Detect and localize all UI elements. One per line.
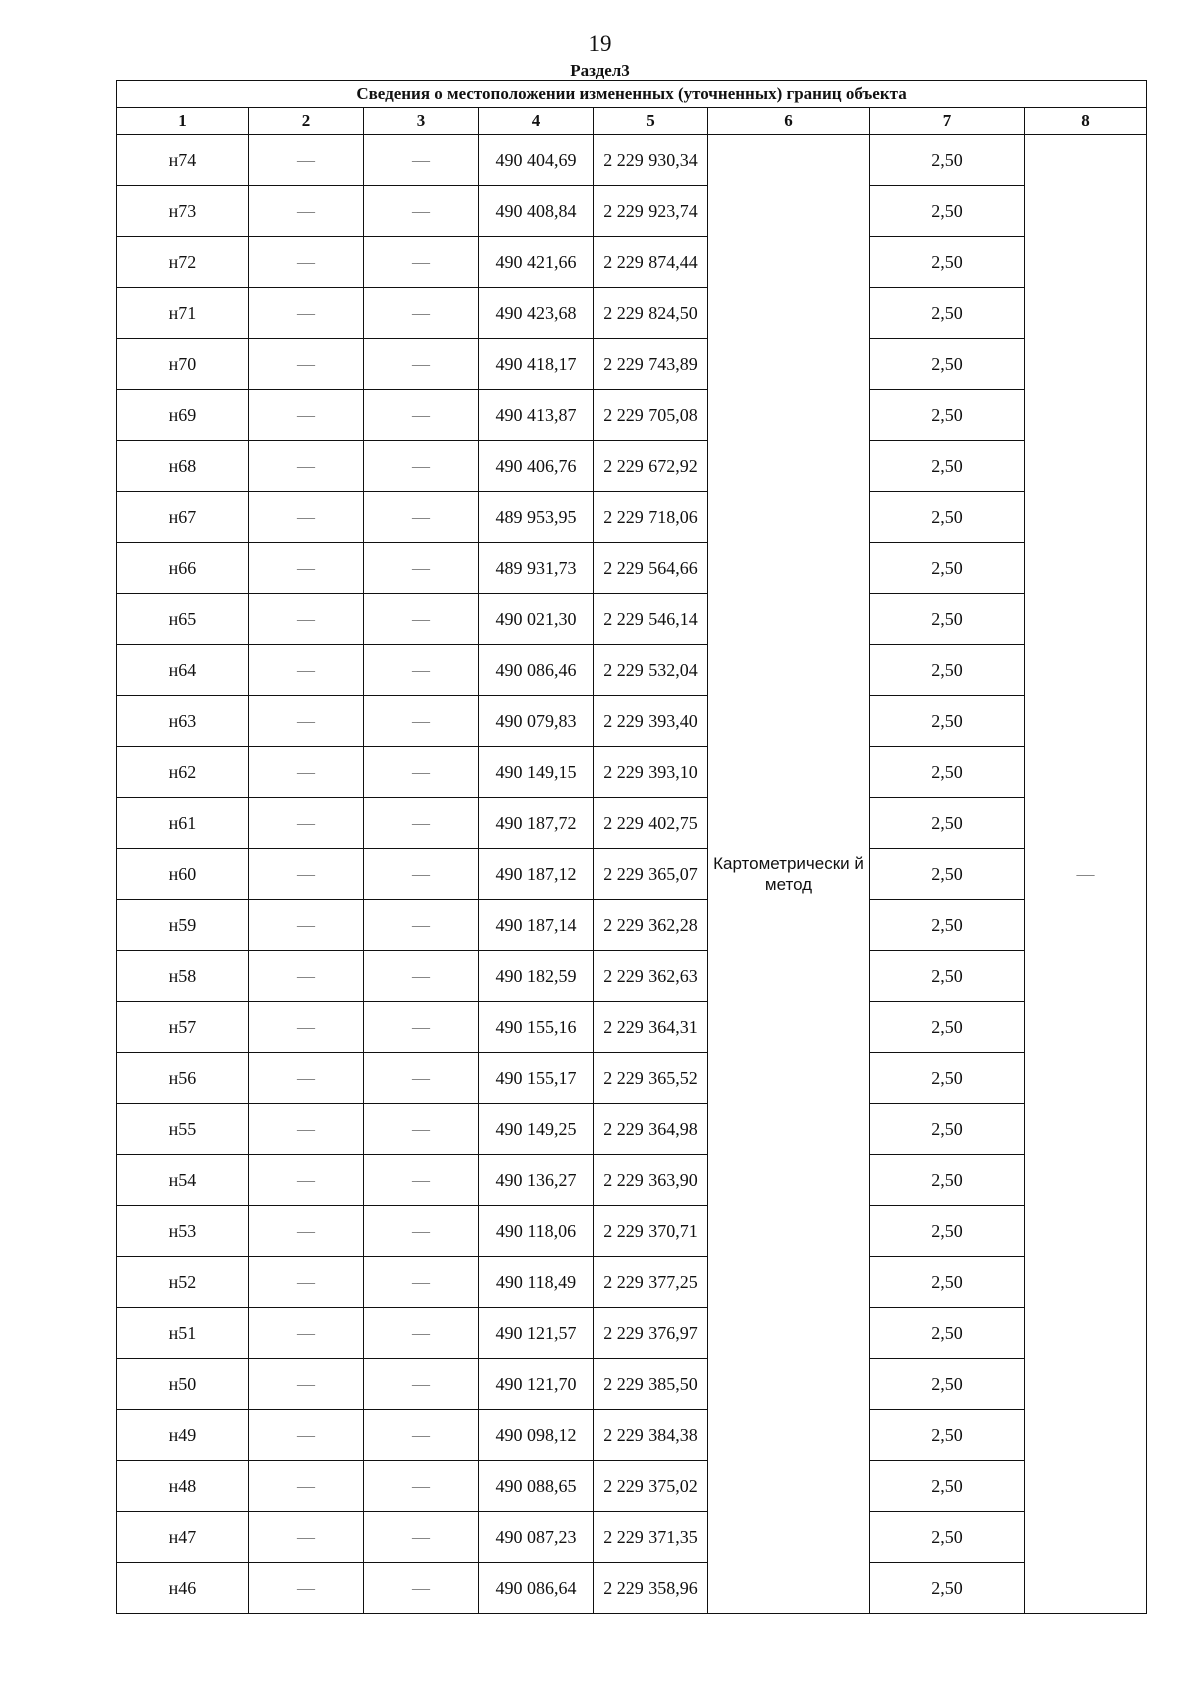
table-row: [117, 1512, 1147, 1563]
column-3-cell: —: [364, 951, 479, 1002]
page-number: 19: [588, 31, 612, 56]
column-3-cell: —: [364, 1257, 479, 1308]
table-row: [117, 135, 1147, 186]
x-coordinate-cell: 490 187,72: [479, 798, 594, 849]
column-2-cell: —: [249, 390, 364, 441]
x-coordinate-cell: 490 021,30: [479, 594, 594, 645]
table-row: [117, 951, 1147, 1002]
column-2-cell: —: [249, 1053, 364, 1104]
table-row: [117, 1053, 1147, 1104]
accuracy-cell: 2,50: [870, 1308, 1025, 1359]
y-coordinate-cell: 2 229 672,92: [594, 441, 708, 492]
y-coordinate-cell: 2 229 364,98: [594, 1104, 708, 1155]
table-row: [117, 1257, 1147, 1308]
table-row: [117, 594, 1147, 645]
x-coordinate-cell: 490 136,27: [479, 1155, 594, 1206]
column-2-cell: —: [249, 594, 364, 645]
column-2-cell: —: [249, 1563, 364, 1614]
column-3-cell: —: [364, 696, 479, 747]
column-header: 8: [1025, 108, 1147, 135]
y-coordinate-cell: 2 229 402,75: [594, 798, 708, 849]
x-coordinate-cell: 489 953,95: [479, 492, 594, 543]
column-2-cell: —: [249, 1512, 364, 1563]
point-name-cell: н53: [117, 1206, 249, 1257]
accuracy-cell: 2,50: [870, 186, 1025, 237]
column-2-cell: —: [249, 798, 364, 849]
accuracy-cell: 2,50: [870, 339, 1025, 390]
accuracy-cell: 2,50: [870, 390, 1025, 441]
point-name-cell: н62: [117, 747, 249, 798]
y-coordinate-cell: 2 229 363,90: [594, 1155, 708, 1206]
y-coordinate-cell: 2 229 393,10: [594, 747, 708, 798]
column-header: 3: [364, 108, 479, 135]
point-name-cell: н61: [117, 798, 249, 849]
point-name-cell: н65: [117, 594, 249, 645]
x-coordinate-cell: 490 418,17: [479, 339, 594, 390]
accuracy-cell: 2,50: [870, 1461, 1025, 1512]
point-name-cell: н72: [117, 237, 249, 288]
point-name-cell: н50: [117, 1359, 249, 1410]
column-3-cell: —: [364, 798, 479, 849]
table-row: [117, 900, 1147, 951]
point-name-cell: н57: [117, 1002, 249, 1053]
column-3-cell: —: [364, 1053, 479, 1104]
table-row: [117, 1002, 1147, 1053]
column-3-cell: —: [364, 645, 479, 696]
x-coordinate-cell: 490 406,76: [479, 441, 594, 492]
y-coordinate-cell: 2 229 930,34: [594, 135, 708, 186]
y-coordinate-cell: 2 229 377,25: [594, 1257, 708, 1308]
point-name-cell: н48: [117, 1461, 249, 1512]
point-name-cell: н63: [117, 696, 249, 747]
accuracy-cell: 2,50: [870, 747, 1025, 798]
x-coordinate-cell: 490 149,25: [479, 1104, 594, 1155]
table-caption: Сведения о местоположении измененных (уточненных) границ объекта: [117, 81, 1147, 108]
y-coordinate-cell: 2 229 384,38: [594, 1410, 708, 1461]
column-2-cell: —: [249, 237, 364, 288]
table-row: [117, 441, 1147, 492]
column-3-cell: —: [364, 492, 479, 543]
x-coordinate-cell: 490 088,65: [479, 1461, 594, 1512]
point-name-cell: н66: [117, 543, 249, 594]
accuracy-cell: 2,50: [870, 1410, 1025, 1461]
x-coordinate-cell: 490 086,46: [479, 645, 594, 696]
x-coordinate-cell: 490 408,84: [479, 186, 594, 237]
column-2-cell: —: [249, 186, 364, 237]
column-3-cell: —: [364, 594, 479, 645]
accuracy-cell: 2,50: [870, 441, 1025, 492]
x-coordinate-cell: 489 931,73: [479, 543, 594, 594]
x-coordinate-cell: 490 098,12: [479, 1410, 594, 1461]
accuracy-cell: 2,50: [870, 645, 1025, 696]
column-3-cell: —: [364, 1206, 479, 1257]
column-3-cell: —: [364, 390, 479, 441]
column-2-cell: —: [249, 1002, 364, 1053]
accuracy-cell: 2,50: [870, 1563, 1025, 1614]
point-name-cell: н51: [117, 1308, 249, 1359]
column-3-cell: —: [364, 900, 479, 951]
x-coordinate-cell: 490 404,69: [479, 135, 594, 186]
column-3-cell: —: [364, 1155, 479, 1206]
column-2-cell: —: [249, 492, 364, 543]
column-2-cell: —: [249, 288, 364, 339]
accuracy-cell: 2,50: [870, 492, 1025, 543]
table-row: [117, 798, 1147, 849]
x-coordinate-cell: 490 079,83: [479, 696, 594, 747]
table-row: [117, 747, 1147, 798]
column-3-cell: —: [364, 1359, 479, 1410]
y-coordinate-cell: 2 229 743,89: [594, 339, 708, 390]
accuracy-cell: 2,50: [870, 543, 1025, 594]
column-2-cell: —: [249, 1359, 364, 1410]
column-3-cell: —: [364, 135, 479, 186]
table-row: [117, 1461, 1147, 1512]
point-name-cell: н68: [117, 441, 249, 492]
point-name-cell: н55: [117, 1104, 249, 1155]
x-coordinate-cell: 490 413,87: [479, 390, 594, 441]
column-header: 4: [479, 108, 594, 135]
boundary-coordinates-table: [116, 80, 1147, 1614]
point-name-cell: н73: [117, 186, 249, 237]
y-coordinate-cell: 2 229 358,96: [594, 1563, 708, 1614]
point-name-cell: н46: [117, 1563, 249, 1614]
y-coordinate-cell: 2 229 718,06: [594, 492, 708, 543]
column-2-cell: —: [249, 849, 364, 900]
accuracy-cell: 2,50: [870, 237, 1025, 288]
y-coordinate-cell: 2 229 824,50: [594, 288, 708, 339]
point-name-cell: н54: [117, 1155, 249, 1206]
x-coordinate-cell: 490 087,23: [479, 1512, 594, 1563]
column-2-cell: —: [249, 135, 364, 186]
column-header: 5: [594, 108, 708, 135]
point-name-cell: н60: [117, 849, 249, 900]
point-name-cell: н70: [117, 339, 249, 390]
column-2-cell: —: [249, 1461, 364, 1512]
point-name-cell: н64: [117, 645, 249, 696]
column-3-cell: —: [364, 1104, 479, 1155]
table-row: [117, 186, 1147, 237]
column-2-cell: —: [249, 339, 364, 390]
table-row: [117, 288, 1147, 339]
column-3-cell: —: [364, 1308, 479, 1359]
x-coordinate-cell: 490 121,57: [479, 1308, 594, 1359]
table-row: [117, 1308, 1147, 1359]
table-caption-row: [117, 81, 1147, 108]
column-2-cell: —: [249, 441, 364, 492]
column-3-cell: —: [364, 339, 479, 390]
column-header: 6: [708, 108, 870, 135]
x-coordinate-cell: 490 187,14: [479, 900, 594, 951]
y-coordinate-cell: 2 229 362,63: [594, 951, 708, 1002]
point-name-cell: н74: [117, 135, 249, 186]
column-3-cell: —: [364, 849, 479, 900]
section-title: Раздел3: [570, 61, 630, 80]
table-body: [117, 81, 1147, 1614]
y-coordinate-cell: 2 229 923,74: [594, 186, 708, 237]
column-2-cell: —: [249, 1410, 364, 1461]
x-coordinate-cell: 490 118,49: [479, 1257, 594, 1308]
column-2-cell: —: [249, 645, 364, 696]
point-name-cell: н69: [117, 390, 249, 441]
y-coordinate-cell: 2 229 364,31: [594, 1002, 708, 1053]
column-3-cell: —: [364, 1512, 479, 1563]
column-2-cell: —: [249, 696, 364, 747]
y-coordinate-cell: 2 229 365,07: [594, 849, 708, 900]
column-8-cell: —: [1025, 135, 1147, 1614]
table-row: [117, 1410, 1147, 1461]
accuracy-cell: 2,50: [870, 696, 1025, 747]
column-header: 7: [870, 108, 1025, 135]
column-2-cell: —: [249, 1206, 364, 1257]
table-row: [117, 1563, 1147, 1614]
column-header: 2: [249, 108, 364, 135]
accuracy-cell: 2,50: [870, 288, 1025, 339]
column-3-cell: —: [364, 237, 479, 288]
accuracy-cell: 2,50: [870, 1359, 1025, 1410]
table-row: [117, 849, 1147, 900]
accuracy-cell: 2,50: [870, 1206, 1025, 1257]
accuracy-cell: 2,50: [870, 594, 1025, 645]
point-name-cell: н58: [117, 951, 249, 1002]
determination-method-cell: Картометрически й метод: [708, 135, 870, 1614]
y-coordinate-cell: 2 229 546,14: [594, 594, 708, 645]
column-2-cell: —: [249, 543, 364, 594]
point-name-cell: н71: [117, 288, 249, 339]
accuracy-cell: 2,50: [870, 1053, 1025, 1104]
table-row: [117, 645, 1147, 696]
table-row: [117, 543, 1147, 594]
point-name-cell: н56: [117, 1053, 249, 1104]
accuracy-cell: 2,50: [870, 1104, 1025, 1155]
x-coordinate-cell: 490 421,66: [479, 237, 594, 288]
accuracy-cell: 2,50: [870, 1155, 1025, 1206]
y-coordinate-cell: 2 229 532,04: [594, 645, 708, 696]
column-3-cell: —: [364, 441, 479, 492]
column-header: 1: [117, 108, 249, 135]
x-coordinate-cell: 490 118,06: [479, 1206, 594, 1257]
x-coordinate-cell: 490 423,68: [479, 288, 594, 339]
column-3-cell: —: [364, 288, 479, 339]
y-coordinate-cell: 2 229 376,97: [594, 1308, 708, 1359]
y-coordinate-cell: 2 229 362,28: [594, 900, 708, 951]
point-name-cell: н67: [117, 492, 249, 543]
x-coordinate-cell: 490 155,17: [479, 1053, 594, 1104]
y-coordinate-cell: 2 229 371,35: [594, 1512, 708, 1563]
column-3-cell: —: [364, 543, 479, 594]
y-coordinate-cell: 2 229 385,50: [594, 1359, 708, 1410]
table-row: [117, 1359, 1147, 1410]
x-coordinate-cell: 490 149,15: [479, 747, 594, 798]
table-header-row: [117, 108, 1147, 135]
column-2-cell: —: [249, 900, 364, 951]
y-coordinate-cell: 2 229 705,08: [594, 390, 708, 441]
column-2-cell: —: [249, 1257, 364, 1308]
point-name-cell: н47: [117, 1512, 249, 1563]
x-coordinate-cell: 490 121,70: [479, 1359, 594, 1410]
y-coordinate-cell: 2 229 365,52: [594, 1053, 708, 1104]
column-2-cell: —: [249, 1104, 364, 1155]
x-coordinate-cell: 490 086,64: [479, 1563, 594, 1614]
y-coordinate-cell: 2 229 564,66: [594, 543, 708, 594]
column-3-cell: —: [364, 1002, 479, 1053]
point-name-cell: н59: [117, 900, 249, 951]
column-3-cell: —: [364, 747, 479, 798]
x-coordinate-cell: 490 155,16: [479, 1002, 594, 1053]
table-row: [117, 339, 1147, 390]
accuracy-cell: 2,50: [870, 135, 1025, 186]
accuracy-cell: 2,50: [870, 849, 1025, 900]
table-row: [117, 1206, 1147, 1257]
column-3-cell: —: [364, 186, 479, 237]
x-coordinate-cell: 490 187,12: [479, 849, 594, 900]
y-coordinate-cell: 2 229 375,02: [594, 1461, 708, 1512]
accuracy-cell: 2,50: [870, 951, 1025, 1002]
accuracy-cell: 2,50: [870, 1257, 1025, 1308]
table-row: [117, 390, 1147, 441]
column-3-cell: —: [364, 1461, 479, 1512]
table-row: [117, 237, 1147, 288]
table-row: [117, 492, 1147, 543]
accuracy-cell: 2,50: [870, 900, 1025, 951]
point-name-cell: н52: [117, 1257, 249, 1308]
y-coordinate-cell: 2 229 393,40: [594, 696, 708, 747]
column-3-cell: —: [364, 1563, 479, 1614]
column-2-cell: —: [249, 1155, 364, 1206]
table-row: [117, 1155, 1147, 1206]
table-row: [117, 1104, 1147, 1155]
column-2-cell: —: [249, 747, 364, 798]
table-row: [117, 696, 1147, 747]
accuracy-cell: 2,50: [870, 798, 1025, 849]
accuracy-cell: 2,50: [870, 1002, 1025, 1053]
x-coordinate-cell: 490 182,59: [479, 951, 594, 1002]
accuracy-cell: 2,50: [870, 1512, 1025, 1563]
column-2-cell: —: [249, 951, 364, 1002]
column-3-cell: —: [364, 1410, 479, 1461]
column-2-cell: —: [249, 1308, 364, 1359]
y-coordinate-cell: 2 229 370,71: [594, 1206, 708, 1257]
y-coordinate-cell: 2 229 874,44: [594, 237, 708, 288]
point-name-cell: н49: [117, 1410, 249, 1461]
